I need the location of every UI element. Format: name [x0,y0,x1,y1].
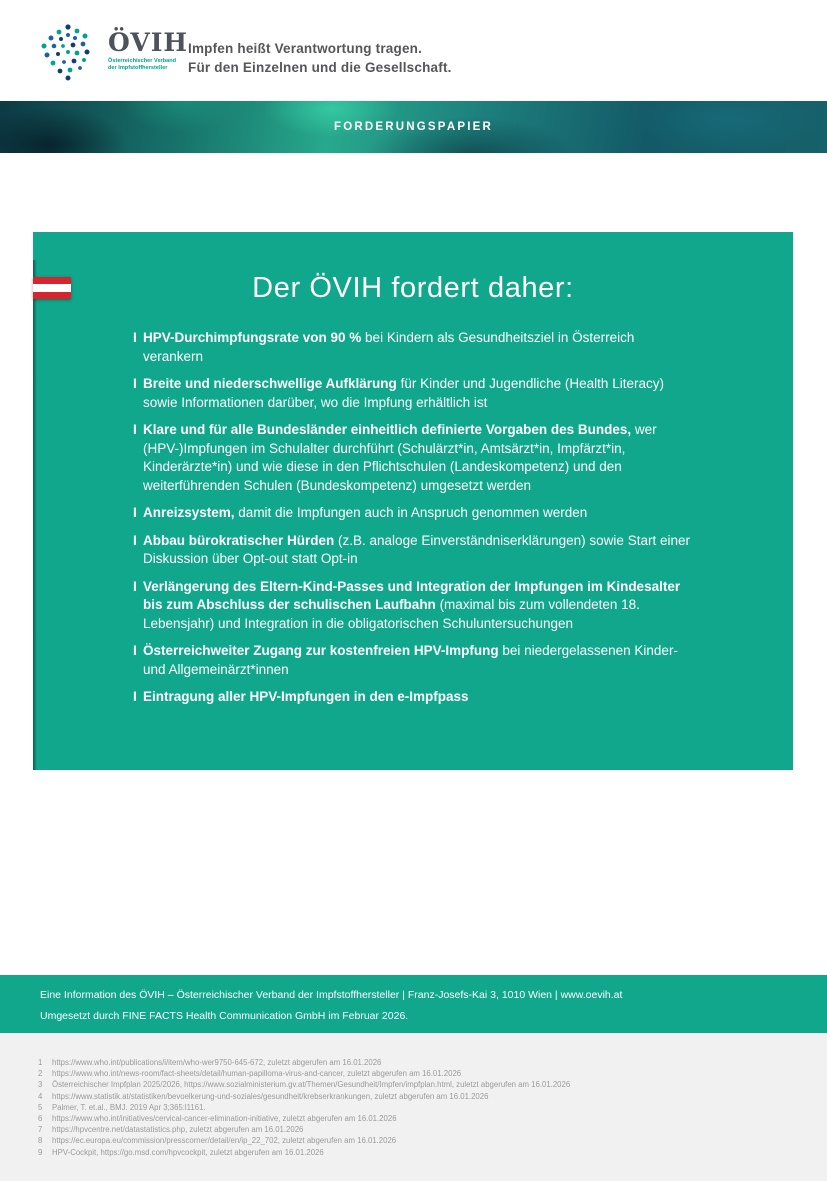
demand-text [143,578,693,634]
bullet-marker: I [133,505,137,520]
header-tagline-line1: Impfen heißt Verantwortung tragen. [188,41,423,56]
footnote-text: https://www.who.int/news-room/fact-sheets/detail/human-papilloma-virus-and-cancer, zuletzt abgerufen am 16.01.2026 [52,1069,462,1079]
demand-text-bold: Anreizsystem, [143,505,235,520]
demand-text [143,504,587,523]
oevih-logo-dots-icon [38,22,100,82]
footnote-number: 7 [38,1125,43,1135]
footnotes-list [0,1033,827,1158]
demand-text [143,642,693,679]
demand-item [133,421,693,495]
demand-item [133,642,693,679]
banner [0,101,827,153]
banner-title: FORDERUNGSPAPIER [334,121,493,133]
bullet-marker: I [133,578,137,594]
footnote-number: 9 [38,1147,43,1157]
oevih-logo-text [108,30,188,72]
footnote-text: HPV-Cockpit, https://go.msd.com/hpvcockpit, zuletzt abgerufen am 16.01.2026 [52,1147,324,1157]
demand-text-bold: Klare und für alle Bundesländer einheitlich definierte Vorgaben des Bundes, [143,422,632,437]
demands-panel [33,232,793,770]
footnote-item [38,1068,827,1079]
demand-item [133,375,693,412]
demand-text-rest: bei Kindern als Gesundheitsziel in Österreich verankern [143,330,635,364]
bullet-marker: I [133,330,137,345]
oevih-logo [38,22,188,82]
demand-text [143,421,693,495]
footer-line2: Umgesetzt durch FINE FACTS Health Communication GmbH im Februar 2026. [40,1009,409,1022]
footnote-number: 2 [38,1069,43,1079]
demand-text-bold: Österreichweiter Zugang zur kostenfreien HPV-Impfung [143,643,499,658]
oevih-logo-subtitle [108,58,188,72]
footnote-item [38,1124,827,1135]
demand-text-bold: Breite und niederschwellige Aufklärung [143,376,397,391]
demand-item [133,578,693,634]
demand-text [143,375,693,412]
demand-text-rest: bei niedergelassenen Kinder- und Allgemeinärzt*innen [143,643,678,677]
demand-text-bold: Eintragung aller HPV-Impfungen in den e-Impfpass [143,689,469,704]
demand-item [133,688,693,707]
austria-flag-icon [33,277,71,299]
demands-title: Der ÖVIH fordert daher: [252,272,574,304]
footnote-number: 8 [38,1136,43,1146]
header-tagline [188,39,452,77]
footnote-item [38,1102,827,1113]
footnote-text: Österreichischer Impfplan 2025/2026, https://www.sozialministerium.gv.at/Themen/Gesundheit/Impfen/impfplan.html, zuletzt abgerufen am 16.01.2026 [52,1080,571,1090]
footnote-number: 3 [38,1080,43,1090]
demand-item [133,329,693,366]
oevih-logo-subtitle-line2: der Impfstoffhersteller [108,65,168,71]
header-tagline-line2: Für den Einzelnen und die Gesellschaft. [188,60,452,75]
demand-text-bold: HPV-Durchimpfungsrate von 90 % [143,330,362,345]
demand-text-bold: Verlängerung des Eltern-Kind-Passes und Integration der Impfungen im Kindesalter bis zum Abschluss der schulischen Laufbahn [143,578,681,612]
footnote-text: https://www.who.int/initiatives/cervical-cancer-elimination-initiative, zuletzt abgerufen am 16.01.2026 [52,1114,397,1124]
demand-text-rest: wer (HPV-)Impfungen im Schulalter durchführt (Schulärzt*in, Amtsärzt*in, Impfärzt*in, Kinderärzte*in) und wie diese in den Pflichtschulen (Landeskompetenz) und den weiterführenden Schulen (Bundeskompetenz) umgesetzt werden [143,422,657,493]
footnote-number: 5 [38,1102,43,1112]
austria-flag-red-bottom [33,292,71,299]
footnote-text: https://www.who.int/publications/i/item/who-wer9750-645-672, zuletzt abgerufen am 16.01.2026 [52,1058,382,1067]
demand-item [133,504,693,523]
footnote-item [38,1091,827,1102]
oevih-logo-wordmark: ÖVIH [108,28,189,57]
demand-text-rest: für Kinder und Jugendliche (Health Literacy) sowie Informationen darüber, wo die Impfung erhältlich ist [143,376,664,410]
footnotes-section [0,1033,827,1181]
footnote-item [38,1057,827,1068]
footer-band [0,975,827,1033]
footnote-text: https://ec.europa.eu/commission/presscorner/detail/en/ip_22_702, zuletzt abgerufen am 16.01.2026 [52,1136,397,1146]
footnote-item [38,1135,827,1146]
footnote-item [38,1113,827,1124]
bullet-marker: I [133,643,137,658]
footnote-item [38,1147,827,1158]
footnote-text: Palmer, T. et.al., BMJ. 2019 Apr 3;365:l1161. [52,1102,206,1112]
austria-flag-white [33,284,71,291]
oevih-logo-subtitle-line1: Österreichischer Verband [108,58,177,64]
footnote-text: https://hpvcentre.net/datastatistics.php, zuletzt abgerufen am 16.01.2026 [52,1125,304,1135]
bullet-marker: I [133,689,137,704]
demand-text-bold: Abbau bürokratischer Hürden [143,532,335,548]
header [0,0,827,101]
demand-item [133,532,693,569]
footnote-number: 1 [38,1058,43,1067]
demand-text [143,688,469,707]
footnote-number: 4 [38,1091,43,1101]
demand-text [143,329,693,366]
footnote-item [38,1079,827,1090]
bullet-marker: I [133,532,137,548]
footnote-text: https://www.statistik.at/statistiken/bevoelkerung-und-soziales/gesundheit/krebserkrankungen, zuletzt abgerufen am 16.01.2026 [52,1091,489,1101]
austria-flag-red-top [33,277,71,284]
demand-text [143,532,693,569]
bullet-marker: I [133,376,137,391]
bullet-marker: I [133,422,137,437]
footnote-number: 6 [38,1114,43,1124]
demand-text-rest: (maximal bis zum vollendeten 18. Lebensjahr) und Integration in die obligatorischen Schuluntersuchungen [143,597,640,631]
footer-line1: Eine Information des ÖVIH – Österreichischer Verband der Impfstoffhersteller | Franz-Josefs-Kai 3, 1010 Wien | www.oevih.at [40,989,623,1001]
demand-text-rest: damit die Impfungen auch in Anspruch genommen werden [234,505,588,520]
demands-list [33,329,693,707]
demand-text-rest: (z.B. analoge Einverständniserklärungen) sowie Start einer Diskussion über Opt-out statt Opt-in [143,532,690,566]
